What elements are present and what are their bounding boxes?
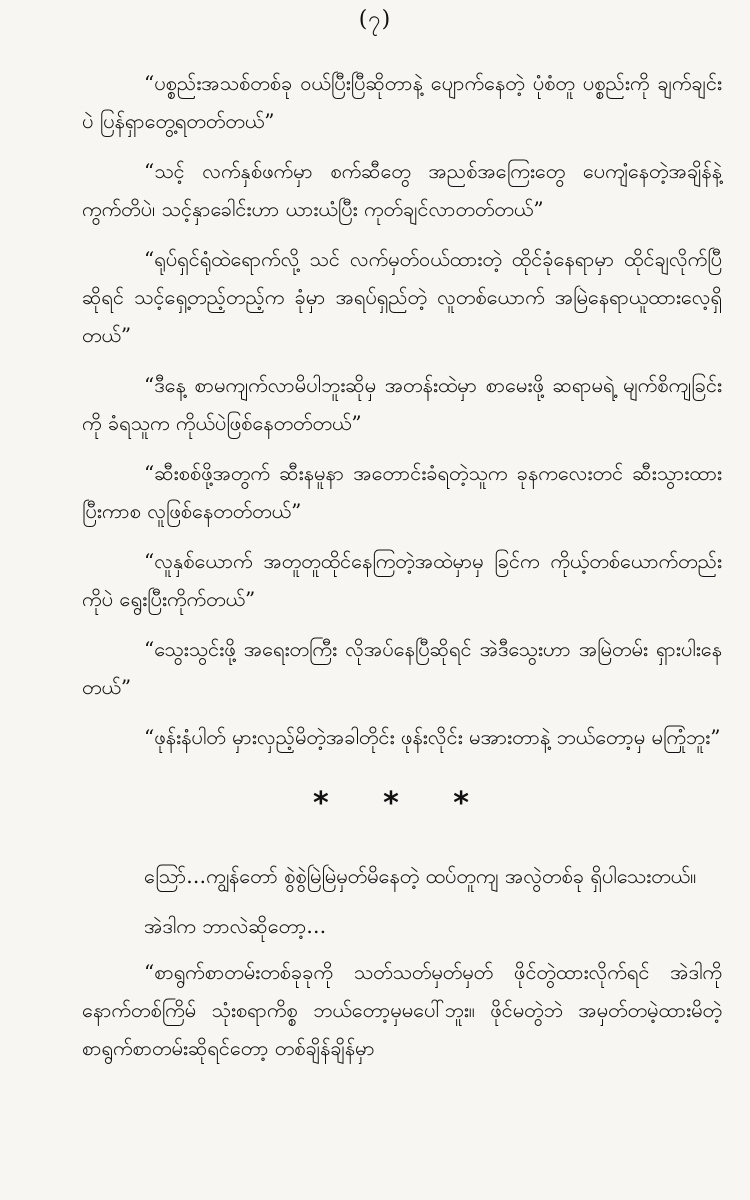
section-separator: * * *: [313, 786, 491, 821]
paragraph: “ဒီနေ့ စာမကျက်လာမိပါဘူးဆိုမှ အတန်းထဲမှာ စာမေးဖို့ ဆရာမရဲ့ မျက်စိကျခြင်းကို ခံရသူက ကိုယ်ပဲဖြစ်နေတတ်တယ်”: [82, 373, 722, 435]
page-number: (၇): [358, 7, 392, 32]
paragraph: “ဆီးစစ်ဖို့အတွက် ဆီးနမူနာ အတောင်းခံရတဲ့သူက ခုနကလေးတင် ဆီးသွားထားပြီးကာစ လူဖြစ်နေတတ်တယ်”: [82, 461, 722, 523]
paragraph: “လူနှစ်ယောက် အတူတူထိုင်နေကြတဲ့အထဲမှာမှ ခြင်က ကိုယ့်တစ်ယောက်တည်းကိုပဲ ရွေးပြီးကိုက်တယ်”: [82, 549, 722, 611]
paragraph: “ပစ္စည်းအသစ်တစ်ခု ဝယ်ပြီးပြီဆိုတာနဲ့ ပျောက်နေတဲ့ ပုံစံတူ ပစ္စည်းကို ချက်ချင်းပဲ ပြန်ရှာတွေ့ရတတ်တယ်”: [82, 71, 722, 133]
paragraph: “စာရွက်စာတမ်းတစ်ခုခုကို သတ်သတ်မှတ်မှတ် ဖိုင်တွဲထားလိုက်ရင် အဲဒါကို နောက်တစ်ကြိမ် သုံးစရာကိစ္စ ဘယ်တော့မှမပေါ်ဘူး။ ဖိုင်မတွဲဘဲ အမှတ်တမဲ့ထားမိတဲ့ စာရွက်စာတမ်းဆိုရင်တော့ တစ်ချိန်ချိန်မှာ: [82, 960, 722, 1060]
paragraph: “ရုပ်ရှင်ရုံထဲရောက်လို့ သင် လက်မှတ်ဝယ်ထားတဲ့ ထိုင်ခုံနေရာမှာ ထိုင်ချလိုက်ပြီဆိုရင် သင့်ရှေ့တည့်တည့်က ခုံမှာ အရပ်ရှည်တဲ့ လူတစ်ယောက် အမြဲနေရာယူထားလေ့ရှိတယ်”: [82, 247, 722, 347]
paragraph: အဲဒါက ဘာလဲဆိုတော့…: [144, 914, 327, 938]
body-text: [82, 64, 722, 1079]
paragraph: “သင့် လက်နှစ်ဖက်မှာ စက်ဆီတွေ အညစ်အကြေးတွေ ပေကျံနေတဲ့အချိန်နဲ့ ကွက်တိပဲ၊ သင့်နှာခေါင်းဟာ ယားယံပြီး ကုတ်ချင်လာတတ်တယ်”: [82, 159, 722, 221]
paragraph: “သွေးသွင်းဖို့ အရေးတကြီး လိုအပ်နေပြီဆိုရင် အဲဒီသွေးဟာ အမြဲတမ်း ရှားပါးနေတယ်”: [82, 637, 722, 699]
paragraph: “ဖုန်းနံပါတ် မှားလှည့်မိတဲ့အခါတိုင်း ဖုန်းလိုင်း မအားတာနဲ့ ဘယ်တော့မှ မကြုံဘူး”: [144, 725, 721, 749]
paragraph: သြော်…ကျွန်တော် စွဲစွဲမြဲမြဲမှတ်မိနေတဲ့ ထပ်တူကျ အလွဲတစ်ခု ရှိပါသေးတယ်။: [144, 864, 697, 888]
